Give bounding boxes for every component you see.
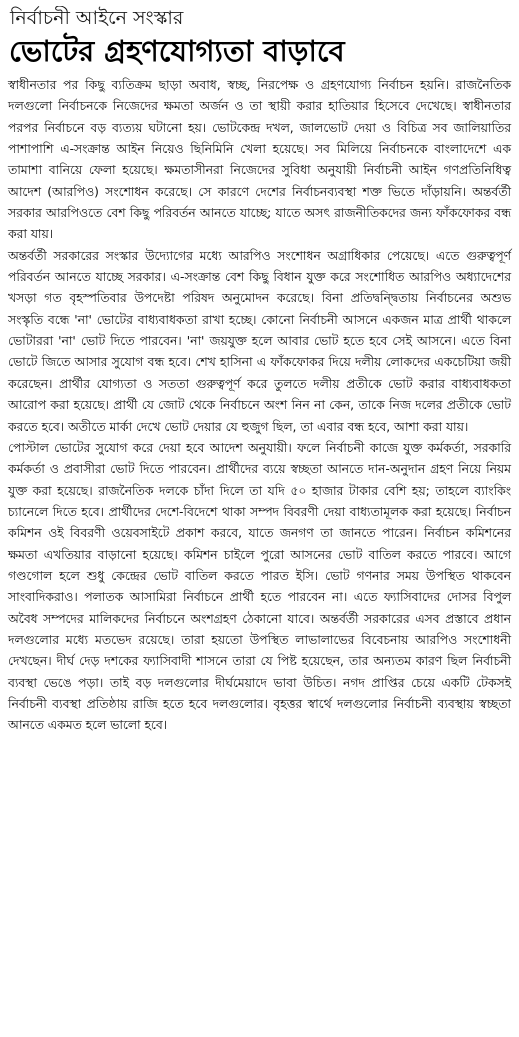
article-kicker: নির্বাচনী আইনে সংস্কার <box>10 7 184 29</box>
article-paragraph: পোস্টাল ভোটের সুযোগ করে দেয়া হবে আদেশ অনুযায়ী। ফলে নির্বাচনী কাজে যুক্ত কর্মকর্তা, সরকারি কর্মকর্তা ও প্রবাসীরা ভোট দিতে পারবেন। প্রার্থীদের ব্যয়ে স্বচ্ছতা আনতে দান-অনুদান গ্রহণ নিয়ে নিয়ম যুক্ত করা হয়েছে। রাজনৈতিক দলকে চাঁদা দিলে তা যদি ৫০ হাজার টাকার বেশি হয়; তাহলে ব্যাংকিং চ্যানেলে দিতে হবে। প্রার্থীদের দেশে-বিদেশে থাকা সম্পদ বিবরণী দেয়া বাধ্যতামূলক করা হয়েছে। নির্বাচন কমিশন ওই বিবরণী ওয়েবসাইটে প্রকাশ করবে, যাতে জনগণ তা জানতে পারেন। নির্বাচন কমিশনের ক্ষমতা এখতিয়ার বাড়ানো হয়েছে। কমিশন চাইলে পুরো আসনের ভোট বাতিল করতে পারবে। আগে গণ্ডগোল হলে শুধু কেন্দ্রের ভোট বাতিল করতে পারত ইসি। ভোট গণনার সময় উপস্থিত থাকবেন সাংবাদিকরাও। পলাতক আসামিরা নির্বাচনে প্রার্থী হতে পারবেন না। এতে ফ্যাসিবাদের দোসর বিপুল অবৈধ সম্পদের মালিকদের নির্বাচনে অংশগ্রহণ ঠেকানো যাবে। অন্তর্বর্তী সরকারের এসব প্রস্তাবে প্রধান দলগুলোর মধ্যে মতভেদ রয়েছে। তারা হয়তো উপস্থিত লাভালাভের বিবেচনায় আরপিও সংশোধনী দেখছেন। দীর্ঘ দেড় দশকের ফ্যাসিবাদী শাসনে তারা যে পিষ্ট হয়েছেন, তার অন্যতম কারণ ছিল নির্বাচনী ব্যবস্থা ভেঙে পড়া। তাই বড় দলগুলোর দীর্ঘমেয়াদে ভাবা উচিত। নগদ প্রাপ্তির চেয়ে একটি টেকসই নির্বাচনী ব্যবস্থা প্রতিষ্ঠায় রাজি হতে হবে দলগুলোর। বৃহত্তর স্বার্থে দলগুলোর নির্বাচনী ব্যবস্থায় স্বচ্ছতা আনতে একমত হলে ভালো হবে। <box>8 440 511 733</box>
article-paragraph: স্বাধীনতার পর কিছু ব্যতিক্রম ছাড়া অবাধ, স্বচ্ছ, নিরপেক্ষ ও গ্রহণযোগ্য নির্বাচন হয়নি। রাজনৈতিক দলগুলো নির্বাচনকে নিজেদের ক্ষমতা অর্জন ও তা স্থায়ী করার হাতিয়ার হিসেবে দেখেছে। স্বাধীনতার পরপর নির্বাচনে বড় ব্যত্যয় ঘটানো হয়। ভোটকেন্দ্র দখল, জালভোট দেয়া ও বিচিত্র সব জালিয়াতির পাশাপাশি এ-সংক্রান্ত আইন নিয়েও ছিনিমিনি খেলা হয়েছে। সব মিলিয়ে নির্বাচনকে বাংলাদেশে এক তামাশা বানিয়ে ফেলা হয়েছে। ক্ষমতাসীনরা নিজেদের সুবিধা অনুযায়ী নির্বাচনী আইন গণপ্রতিনিধিত্ব আদেশ (আরপিও) সংশোধন করেছে। সে কারণে দেশের নির্বাচনব্যবস্থা শক্ত ভিতে দাঁড়ায়নি। অন্তর্বর্তী সরকার আরপিওতে বেশ কিছু পরিবর্তন আনতে যাচ্ছে; যাতে অসৎ রাজনীতিকদের জন্য ফাঁকফোকর বন্ধ করা যায়। <box>8 78 511 242</box>
article-paragraph: অন্তর্বর্তী সরকারের সংস্কার উদ্যোগের মধ্যে আরপিও সংশোধন অগ্রাধিকার পেয়েছে। এতে গুরুত্বপূর্ণ পরিবর্তন আনতে যাচ্ছে সরকার। এ-সংক্রান্ত বেশ কিছু বিধান যুক্ত করে সংশোধিত আরপিও অধ্যাদেশের খসড়া গত বৃহস্পতিবার উপদেষ্টা পরিষদ অনুমোদন করেছে। বিনা প্রতিদ্বন্দ্বিতায় নির্বাচনের অশুভ সংস্কৃতি বন্ধে 'না' ভোটের বাধ্যবাধকতা রাখা হচ্ছে। কোনো নির্বাচনী আসনে একজন মাত্র প্রার্থী থাকলে ভোটাররা 'না' ভোট দিতে পারবেন। 'না' জয়যুক্ত হলে আবার ভোট হতে হবে সেই আসনে। এতে বিনা ভোটে জিতে আসার সুযোগ বন্ধ হবে। শেখ হাসিনা এ ফাঁকফোকর দিয়ে দলীয় লোকদের একচেটিয়া জয়ী করেছেন। প্রার্থীর যোগ্যতা ও সততা গুরুত্বপূর্ণ করে তুলতে দলীয় প্রতীকে ভোট করার বাধ্যবাধকতা আরোপ করা হয়েছে। প্রার্থী যে জোট থেকে নির্বাচনে অংশ নিন না কেন, তাকে নিজ দলের প্রতীকে ভোট করতে হবে। অতীতে মার্কা দেখে ভোট দেয়ার যে হুজুগ ছিল, তা এবার বন্ধ হবে, আশা করা যায়। <box>8 248 511 434</box>
article-body <box>8 75 511 737</box>
article-headline: ভোটের গ্রহণযোগ্যতা বাড়াবে <box>9 34 345 68</box>
